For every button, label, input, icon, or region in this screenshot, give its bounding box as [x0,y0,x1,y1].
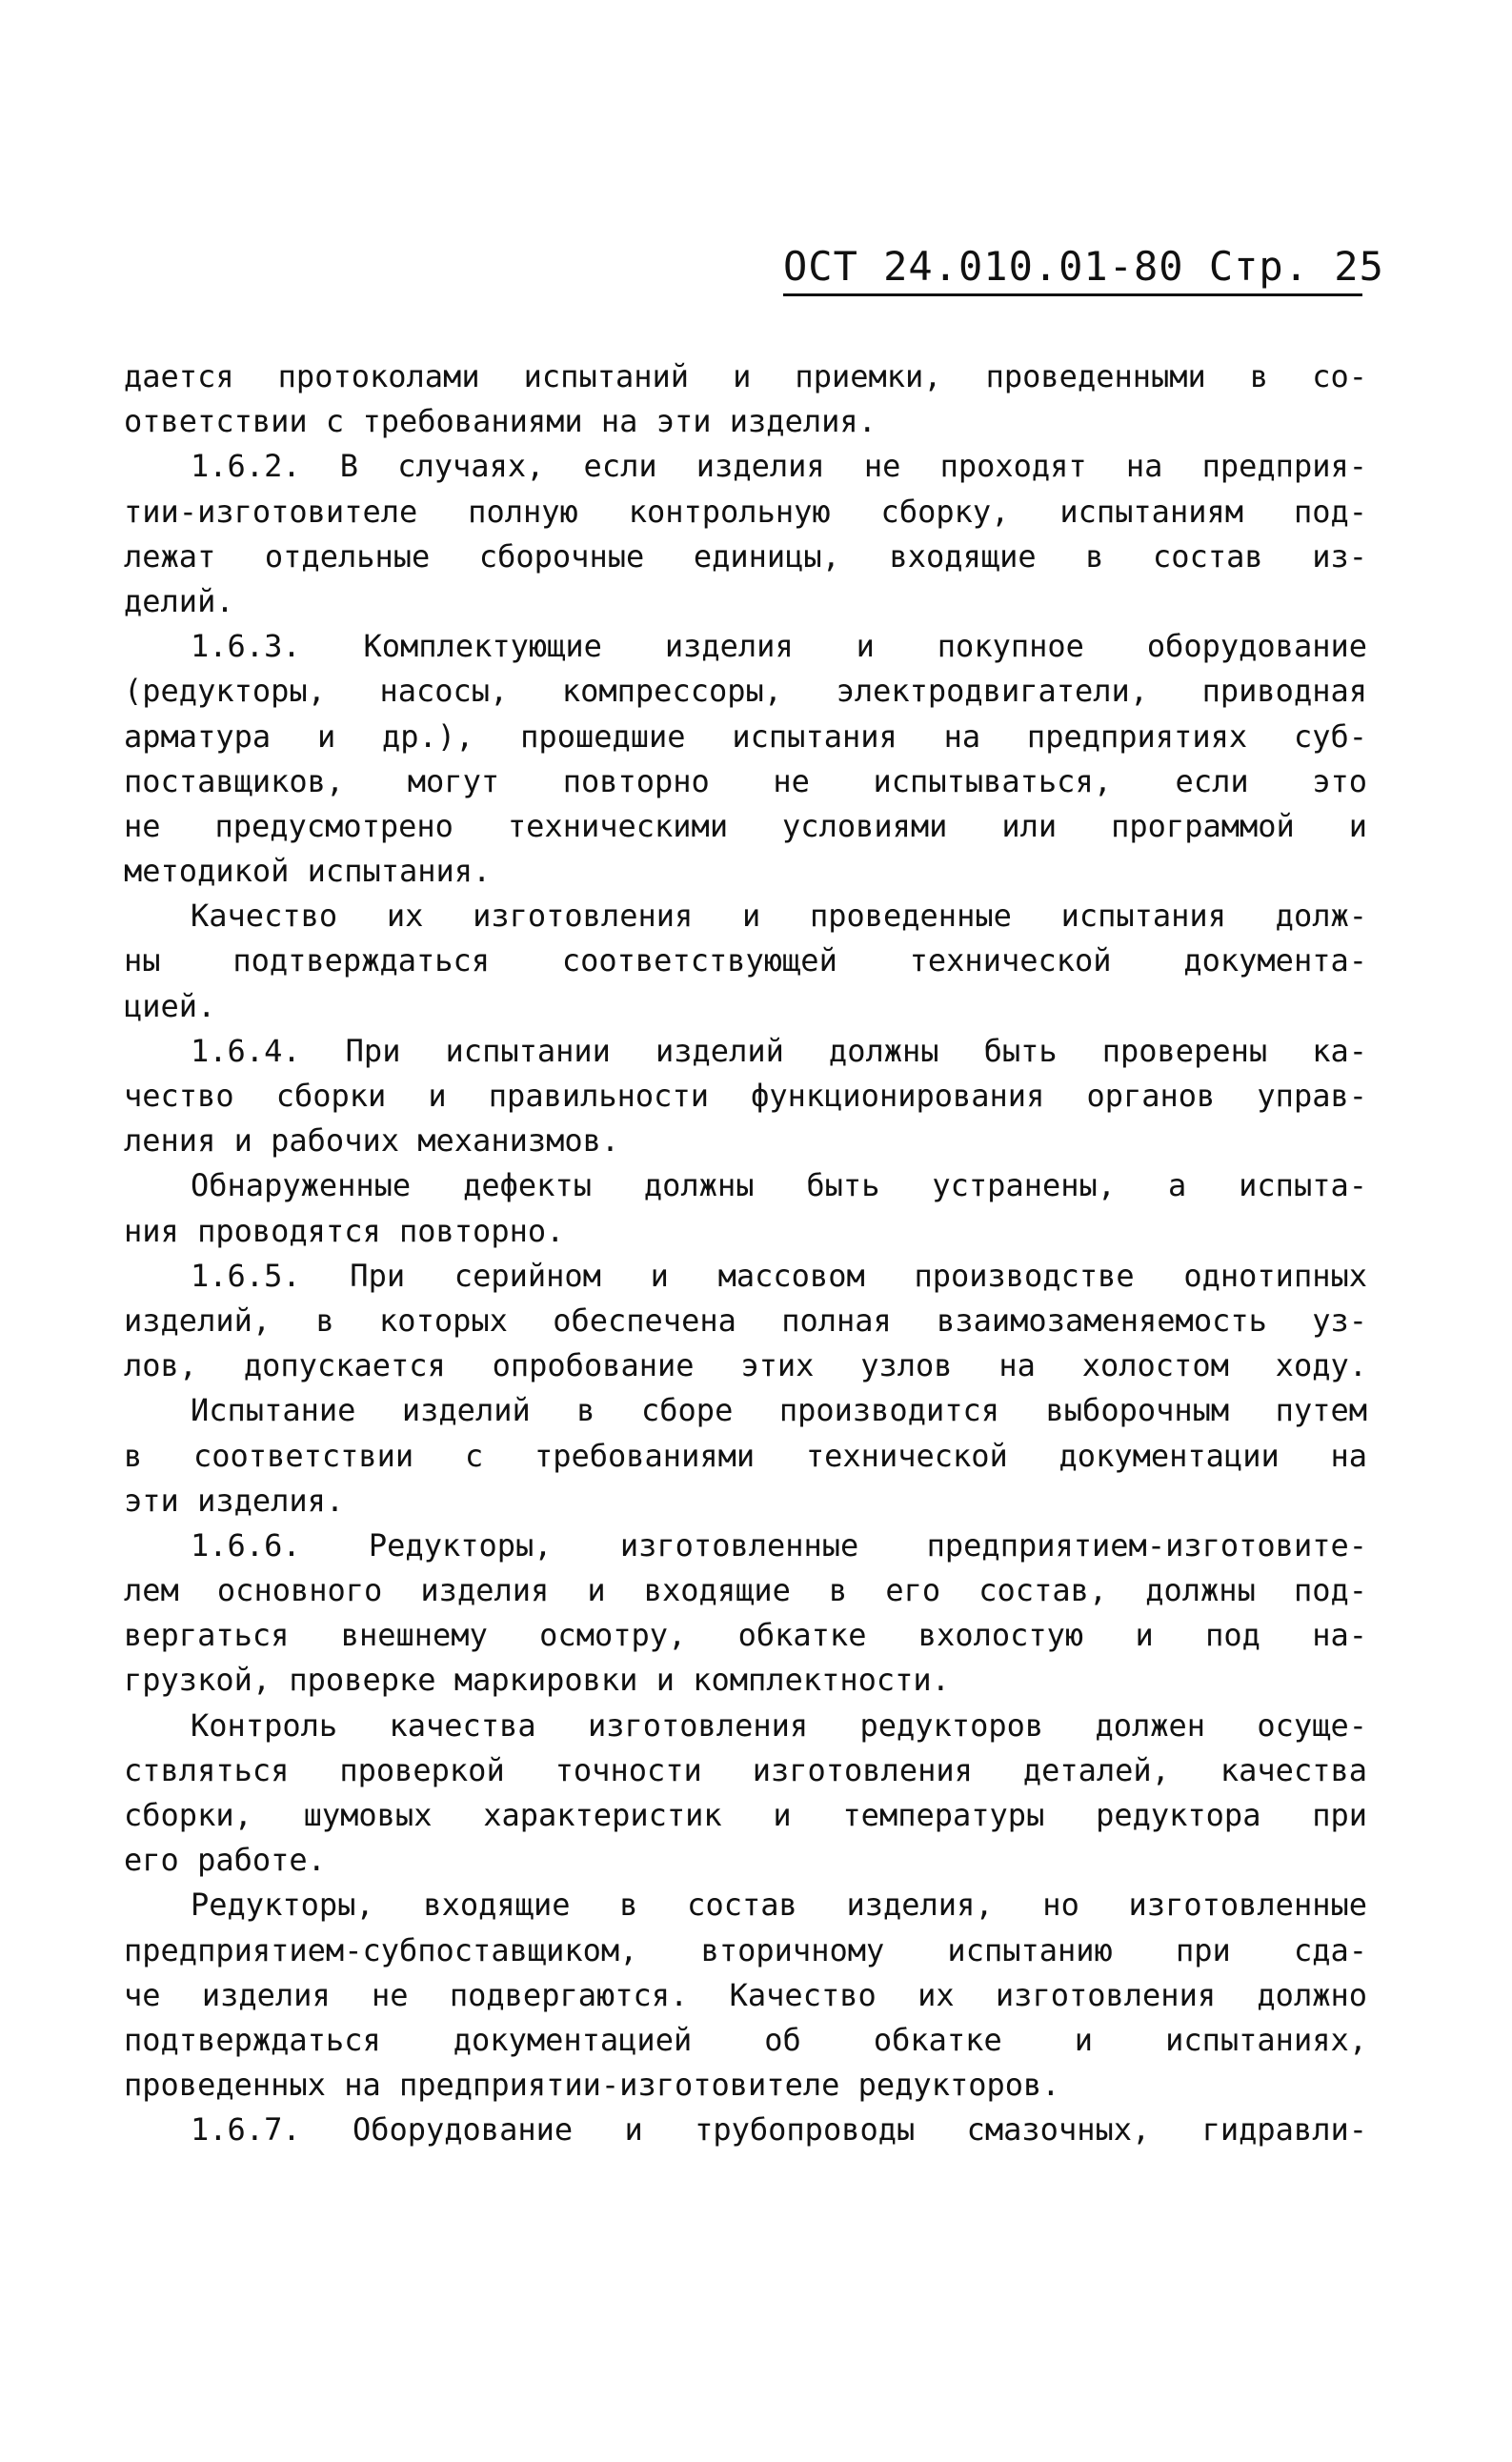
text-line: Обнаруженные дефекты должны быть устранены, а испыта- [191,1167,1367,1204]
text-line: лежат отдельные сборочные единицы, входящие в состав из- [124,537,1367,575]
text-line: лем основного изделия и входящие в его состав, должны под- [124,1572,1367,1609]
text-line: не предусмотрено техническими условиями или программой и [124,807,1367,844]
text-line: дается протоколами испытаний и приемки, проведенными в со- [124,358,1367,394]
text-line: Испытание изделий в сборе производится выборочным путем [191,1392,1367,1429]
text-line: сборки, шумовых характеристик и температуры редуктора при [124,1797,1367,1833]
text-line: (редукторы, насосы, компрессоры, электродвигатели, приводная [124,673,1367,710]
text-line: вергаться внешнему осмотру, обкатке вхолостую и под на- [124,1617,1367,1654]
text-line: Редукторы, входящие в состав изделия, но изготовленные [191,1887,1367,1924]
text-line: его работе. [124,1842,326,1879]
text-line: арматура и др.), прошедшие испытания на предприятиях суб- [124,717,1367,755]
page-header: ОСТ 24.010.01-80 Стр. 25 [783,243,1362,296]
text-line: Контроль качества изготовления редукторов должен осуще- [191,1706,1367,1744]
text-line: Качество их изготовления и проведенные испытания долж- [191,898,1367,935]
text-line: 1.6.4. При испытании изделий должны быть проверены ка- [191,1032,1367,1069]
body-text [124,354,1367,2153]
text-line: проведенных на предприятии-изготовителе редукторов. [124,2067,1060,2104]
text-line: ны подтверждаться соответствующей технической документа- [124,942,1367,979]
text-line: предприятием-субпоставщиком, вторичному испытанию при сда- [124,1931,1367,1968]
text-line: подтверждаться документацией об обкатке и испытаниях, [124,2021,1367,2058]
text-line: эти изделия. [124,1482,345,1519]
text-line: грузкой, проверке маркировки и комплектности. [124,1662,950,1699]
text-line: 1.6.7. Оборудование и трубопроводы смазочных, гидравли- [191,2111,1367,2149]
text-line: тии-изготовителе полную контрольную сборку, испытаниям под- [124,493,1367,530]
text-line: че изделия не подвергаются. Качество их изготовления должно [124,1976,1367,2013]
text-line: делий. [124,582,234,619]
text-line: в соответствии с требованиями технической документации на [124,1437,1367,1474]
text-line: ответствии с требованиями на эти изделия. [124,403,877,440]
text-line: ния проводятся повторно. [124,1212,565,1249]
text-line: изделий, в которых обеспечена полная взаимозаменяемость уз- [124,1302,1367,1339]
text-line: ствляться проверкой точности изготовления деталей, качества [124,1751,1367,1788]
text-line: 1.6.6. Редукторы, изготовленные предприятием-изготовите- [191,1526,1367,1564]
text-line: лов, допускается опробование этих узлов на холостом ходу. [124,1347,1367,1384]
text-line: поставщиков, могут повторно не испытываться, если это [124,762,1367,799]
text-line: чество сборки и правильности функционирования органов управ- [124,1078,1367,1114]
text-line: 1.6.2. В случаях, если изделия не проходят на предприя- [191,448,1367,485]
text-line: ления и рабочих механизмов. [124,1122,620,1160]
text-line: цией. [124,987,216,1024]
text-line: методикой испытания. [124,853,492,890]
text-line: 1.6.3. Комплектующие изделия и покупное оборудование [191,628,1367,665]
text-line: 1.6.5. При серийном и массовом производстве однотипных [191,1257,1367,1294]
